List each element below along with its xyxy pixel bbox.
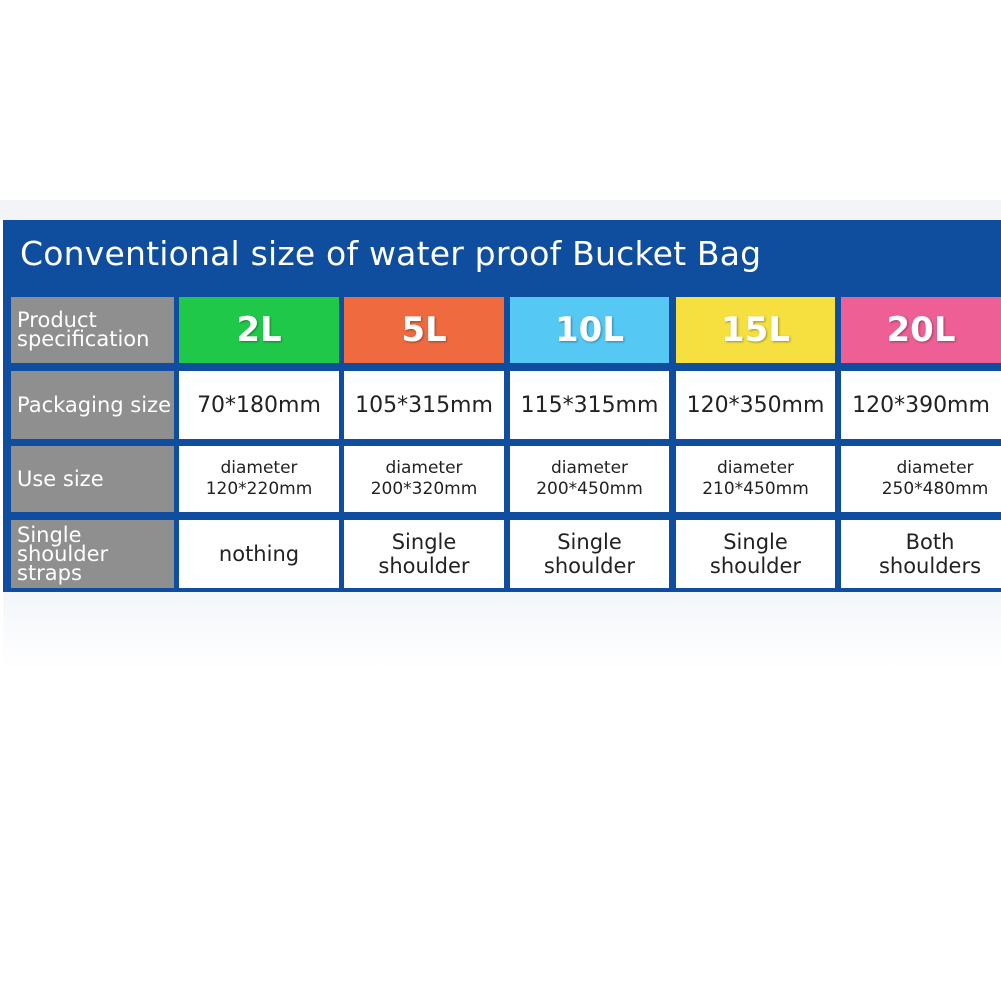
bottom-strip (3, 592, 1001, 670)
shoulder-strap-cell (344, 520, 504, 588)
row-label-use-text: Use size (17, 466, 104, 491)
spec-header-5l (344, 297, 504, 363)
spec-header-text: 20L (886, 310, 956, 350)
shoulder-strap-line2: shoulders (878, 554, 982, 578)
table-title: Conventional size of water proof Bucket Bag (20, 234, 762, 273)
packaging-size-cell (676, 371, 835, 439)
shoulder-strap-line2: shoulder (543, 554, 636, 578)
packaging-size-text: 120*390mm (852, 392, 990, 418)
use-size-label: diameter (896, 458, 974, 478)
use-size-cell (841, 446, 1001, 512)
packaging-size-cell (179, 371, 339, 439)
spec-header-text: 2L (236, 310, 282, 350)
packaging-size-text: 120*350mm (686, 392, 825, 418)
spec-header-text: 5L (401, 310, 447, 350)
spec-header-15l (676, 297, 835, 363)
use-size-cell (179, 446, 339, 512)
packaging-size-cell (841, 371, 1001, 439)
shoulder-strap-line1: Single (391, 530, 457, 554)
packaging-size-text: 70*180mm (197, 392, 321, 418)
top-strip (0, 200, 1001, 220)
use-size-cell (676, 446, 835, 512)
packaging-size-text: 105*315mm (355, 392, 493, 418)
use-size-value: 120*220mm (205, 479, 313, 499)
spec-header-text: 10L (555, 310, 624, 350)
shoulder-strap-line1: Single (723, 530, 788, 554)
row-label-use-size (11, 446, 174, 512)
shoulder-strap-line1: Both (905, 530, 955, 554)
use-size-label: diameter (550, 458, 629, 478)
row-label-packaging-size (11, 371, 174, 439)
spec-header-text: 15L (721, 310, 790, 350)
use-size-label: diameter (716, 458, 795, 478)
use-size-value: 210*450mm (702, 479, 809, 499)
use-size-cell (510, 446, 669, 512)
shoulder-strap-cell (841, 520, 1001, 588)
use-size-value: 200*320mm (370, 479, 478, 499)
shoulder-strap-cell (510, 520, 669, 588)
shoulder-strap-line1: nothing (218, 542, 300, 566)
use-size-value: 250*480mm (881, 479, 989, 499)
spec-header-2l (179, 297, 339, 363)
row-label-straps-text: Single shoulder straps (17, 522, 109, 585)
spec-header-10l (510, 297, 669, 363)
row-label-single-shoulder-straps (11, 520, 174, 588)
shoulder-strap-line1: Single (557, 530, 622, 554)
use-size-label: diameter (220, 458, 298, 478)
shoulder-strap-line2: shoulder (378, 554, 470, 578)
row-label-product-text: Product specification (17, 308, 150, 351)
packaging-size-cell (344, 371, 504, 439)
row-label-product-specification (11, 297, 174, 363)
packaging-size-cell (510, 371, 669, 439)
use-size-cell (344, 446, 504, 512)
packaging-size-text: 115*315mm (520, 392, 659, 418)
row-label-packaging-text: Packaging size (17, 392, 171, 417)
use-size-label: diameter (385, 458, 463, 478)
use-size-value: 200*450mm (536, 479, 643, 499)
spec-header-20l (841, 297, 1001, 363)
shoulder-strap-cell (179, 520, 339, 588)
shoulder-strap-line2: shoulder (709, 554, 802, 578)
shoulder-strap-cell (676, 520, 835, 588)
